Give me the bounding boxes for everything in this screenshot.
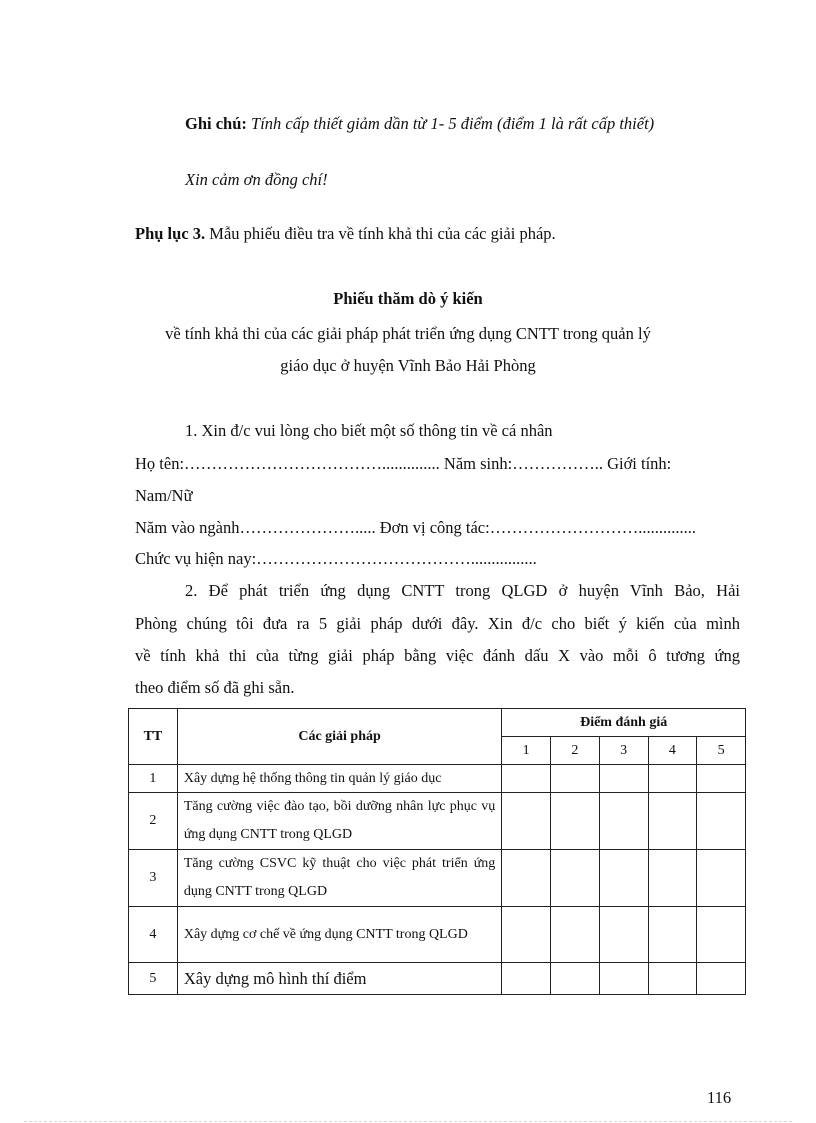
score-cell[interactable] xyxy=(648,793,697,850)
appendix-text: Mẫu phiếu điều tra về tính khả thi của các giải pháp. xyxy=(209,224,556,243)
score-cell[interactable] xyxy=(697,793,746,850)
score-cell[interactable] xyxy=(551,907,600,963)
score-cell[interactable] xyxy=(648,907,697,963)
score-cell[interactable] xyxy=(697,907,746,963)
score-cell[interactable] xyxy=(599,850,648,907)
header-tt: TT xyxy=(129,709,178,765)
table-row xyxy=(129,907,746,963)
section-2-line-3: về tính khả thi của từng giải pháp bằng việc đánh dấu X vào mỗi ô tương ứng xyxy=(135,646,740,665)
score-cell[interactable] xyxy=(502,765,551,793)
page-bottom-divider xyxy=(24,1121,792,1122)
section-2-line-2: Phòng chúng tôi đưa ra 5 giải pháp dưới đây. Xin đ/c cho biết ý kiến của mình xyxy=(135,614,740,633)
score-cell[interactable] xyxy=(502,793,551,850)
score-header-1: 1 xyxy=(502,737,551,765)
row-tt: 1 xyxy=(129,765,178,793)
score-cell[interactable] xyxy=(599,907,648,963)
score-header-4: 4 xyxy=(648,737,697,765)
survey-title: Phiếu thăm dò ý kiến xyxy=(333,289,483,308)
row-solution: Xây dựng cơ chế về ứng dụng CNTT trong QLGD xyxy=(177,907,501,963)
row-solution: Tăng cường việc đào tạo, bồi dưỡng nhân lực phục vụ ứng dụng CNTT trong QLGD xyxy=(177,793,501,850)
score-cell[interactable] xyxy=(551,765,600,793)
table-row xyxy=(129,765,746,793)
row-solution: Tăng cường CSVC kỹ thuật cho việc phát triển ứng dụng CNTT trong QLGD xyxy=(177,850,501,907)
row-solution: Xây dựng mô hình thí điểm xyxy=(177,963,501,995)
page-number: 116 xyxy=(707,1088,732,1107)
thanks-text: Xin cảm ơn đồng chí! xyxy=(185,170,328,189)
score-cell[interactable] xyxy=(599,963,648,995)
field-position: Chức vụ hiện nay:…………………………………................ xyxy=(135,549,537,568)
row-tt: 4 xyxy=(129,907,178,963)
score-cell[interactable] xyxy=(502,850,551,907)
table-row xyxy=(129,793,746,850)
section-1-heading: 1. Xin đ/c vui lòng cho biết một số thông tin về cá nhân xyxy=(185,421,553,440)
score-cell[interactable] xyxy=(551,850,600,907)
row-tt: 3 xyxy=(129,850,178,907)
header-solutions: Các giải pháp xyxy=(177,709,501,765)
field-gender-options: Nam/Nữ xyxy=(135,486,193,505)
score-cell[interactable] xyxy=(648,963,697,995)
section-2-line-4: theo điểm số đã ghi sẵn. xyxy=(135,678,295,697)
score-cell[interactable] xyxy=(697,963,746,995)
score-cell[interactable] xyxy=(697,850,746,907)
note-text: Tính cấp thiết giảm dần từ 1- 5 điểm (điểm 1 là rất cấp thiết) xyxy=(251,114,655,133)
table-row xyxy=(129,850,746,907)
field-year-unit: Năm vào ngành…………………..... Đơn vị công tác:……………………….............. xyxy=(135,518,696,537)
row-tt: 2 xyxy=(129,793,178,850)
note-paragraph xyxy=(185,114,654,134)
score-cell[interactable] xyxy=(502,963,551,995)
score-cell[interactable] xyxy=(599,793,648,850)
field-name-birth-gender: Họ tên:……………………………….............. Năm sinh:…………….. Giới tính: xyxy=(135,454,672,473)
score-header-2: 2 xyxy=(551,737,600,765)
appendix-heading xyxy=(135,224,556,244)
score-cell[interactable] xyxy=(648,765,697,793)
header-score: Điểm đánh giá xyxy=(502,709,746,737)
survey-subtitle-1: về tính khả thi của các giải pháp phát triển ứng dụng CNTT trong quản lý xyxy=(165,324,651,343)
score-cell[interactable] xyxy=(551,963,600,995)
row-tt: 5 xyxy=(129,963,178,995)
score-cell[interactable] xyxy=(551,793,600,850)
appendix-label: Phụ lục 3. xyxy=(135,224,206,243)
table-header-row xyxy=(129,709,746,737)
survey-subtitle-2: giáo dục ở huyện Vĩnh Bảo Hải Phòng xyxy=(280,356,536,375)
score-cell[interactable] xyxy=(648,850,697,907)
score-cell[interactable] xyxy=(502,907,551,963)
note-label: Ghi chú: xyxy=(185,114,247,133)
score-cell[interactable] xyxy=(697,765,746,793)
score-cell[interactable] xyxy=(599,765,648,793)
row-solution: Xây dựng hệ thống thông tin quản lý giáo dục xyxy=(177,765,501,793)
section-2-line-1: 2. Để phát triển ứng dụng CNTT trong QLGD ở huyện Vĩnh Bảo, Hải xyxy=(185,581,740,600)
score-header-5: 5 xyxy=(697,737,746,765)
evaluation-table xyxy=(128,708,746,995)
table-row xyxy=(129,963,746,995)
score-header-3: 3 xyxy=(599,737,648,765)
